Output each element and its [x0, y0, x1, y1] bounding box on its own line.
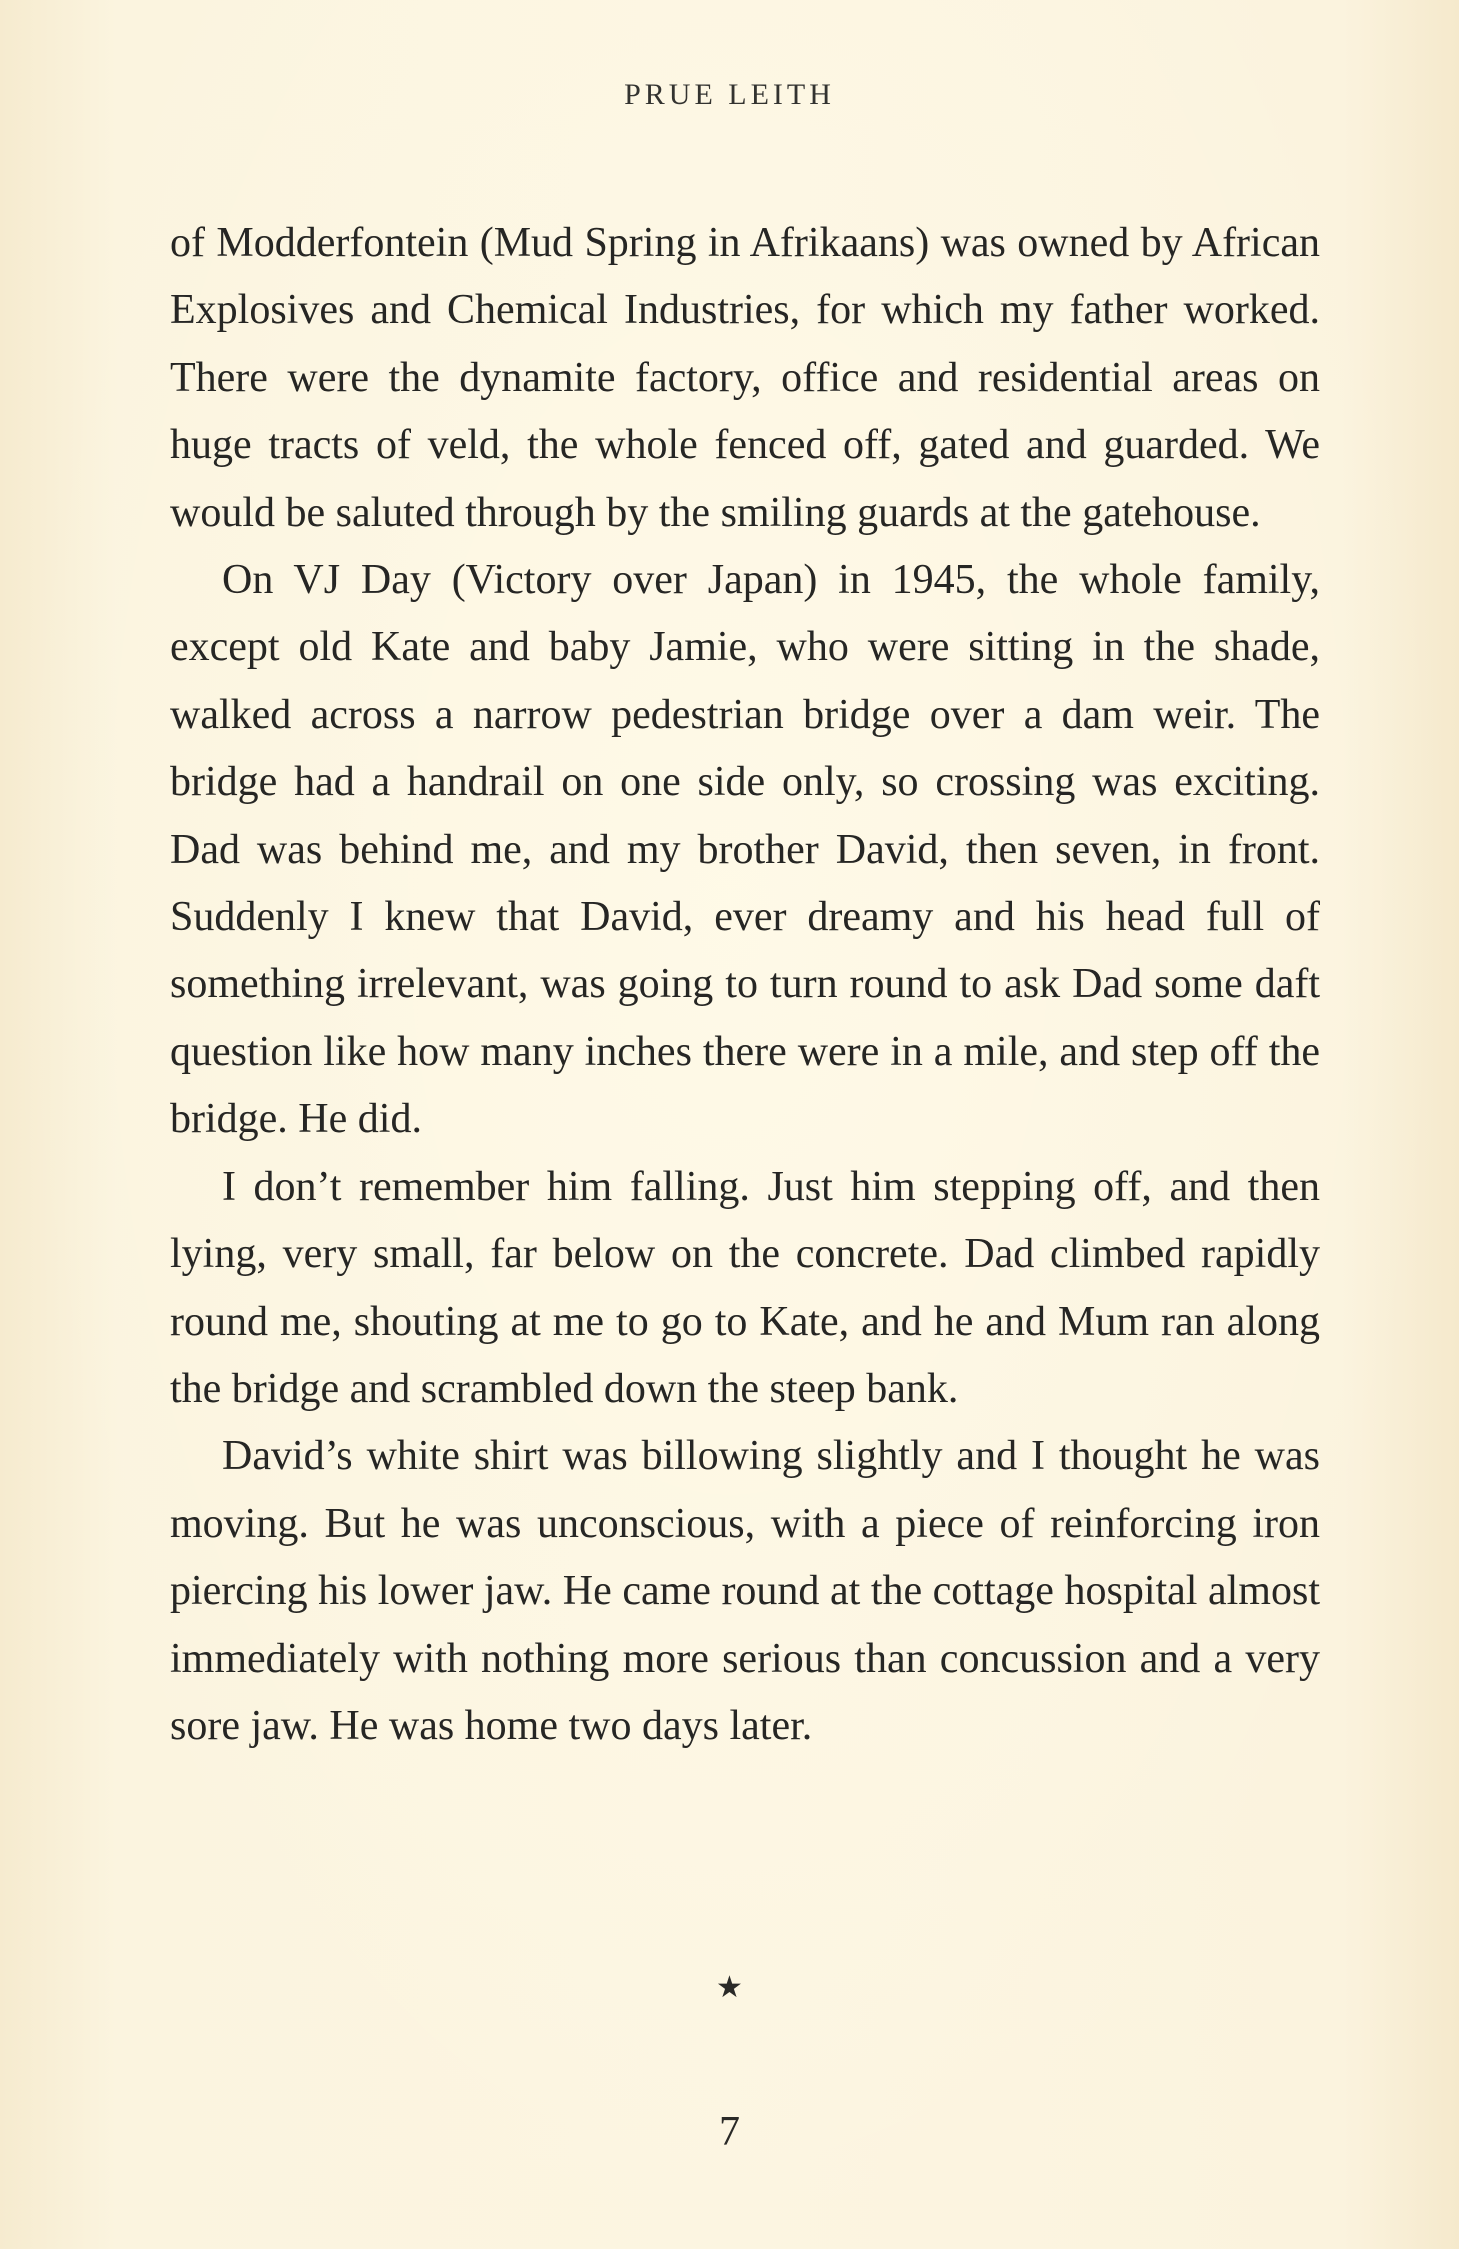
paragraph: On VJ Day (Victory over Japan) in 1945, the whole family, except old Kate and baby Jamie, who were sitting in the shade, walked across a narrow pedestrian bridge over a dam weir. The bridge had a handrail on one side only, so crossing was exciting. Dad was behind me, and my brother David, then seven, in front. Suddenly I knew that David, ever dreamy and his head full of something irrelevant, was going to turn round to ask Dad some daft question like how many inches there were in a mile, and step off the bridge. He did. [170, 557, 1320, 1143]
running-head: PRUE LEITH [624, 78, 835, 111]
paragraph: of Modderfontein (Mud Spring in Afrikaans) was owned by African Explosives and Chemical Industries, for which my father worked. There were the dynamite factory, office and residential areas on huge tracts of veld, the whole fenced off, gated and guarded. We would be saluted through by the smiling guards at the gatehouse. [170, 220, 1320, 536]
paragraph: I don’t remember him falling. Just him stepping off, and then lying, very small, far below on the concrete. Dad climbed rapidly round me, shouting at me to go to Kate, and he and Mum ran along the bridge and scrambled down the steep bank. [170, 1163, 1320, 1412]
page-number: 7 [719, 2109, 740, 2155]
paragraph: David’s white shirt was billowing slightly and I thought he was moving. But he was unconscious, with a piece of reinforcing iron piercing his lower jaw. He came round at the cottage hospital almost immediately with nothing more serious than concussion and a very sore jaw. He was home two days later. [170, 1433, 1320, 1749]
body-text [170, 210, 1320, 1760]
section-break-star: ★ [716, 1970, 743, 2005]
